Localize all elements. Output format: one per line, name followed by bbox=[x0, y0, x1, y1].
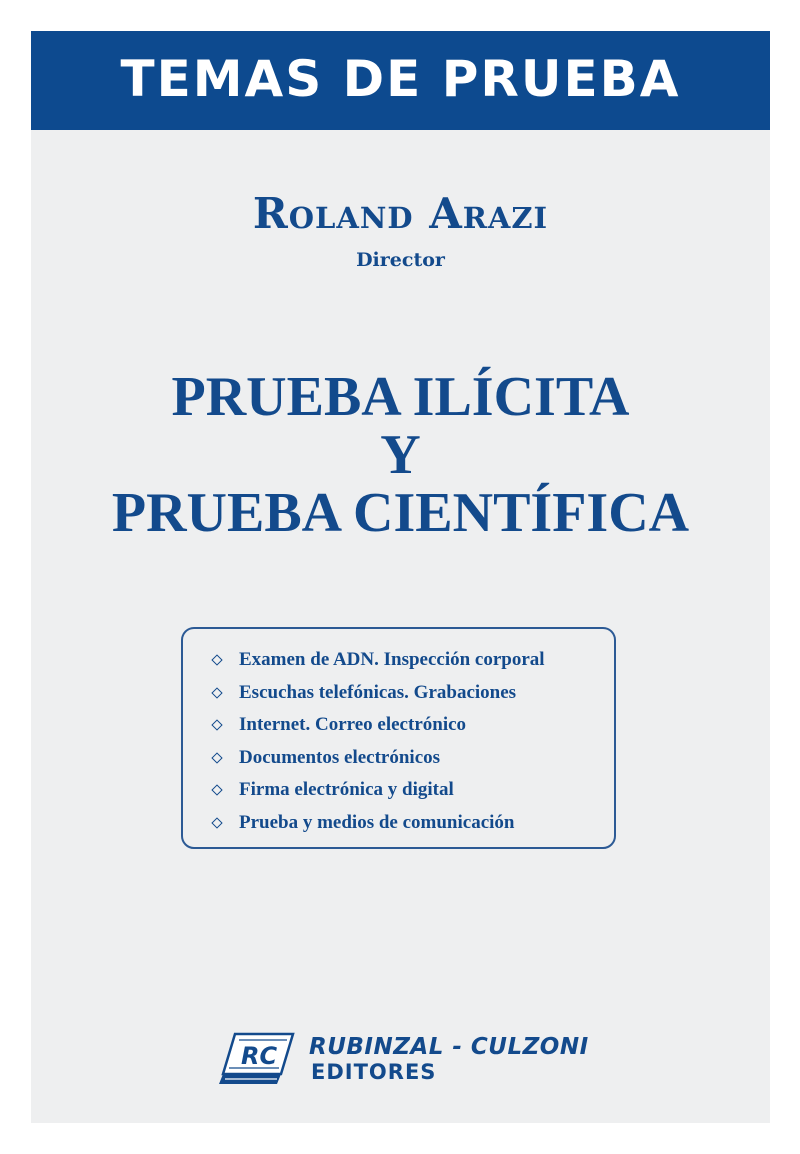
book-title bbox=[31, 366, 770, 544]
topic-item bbox=[213, 677, 614, 710]
diamond-icon bbox=[211, 655, 222, 666]
publisher-name: RUBINZAL - CULZONI bbox=[309, 1034, 589, 1060]
topic-item bbox=[213, 644, 614, 677]
author-role: Director bbox=[356, 249, 445, 271]
topic-item bbox=[213, 709, 614, 742]
topic-label: Firma electrónica y digital bbox=[239, 779, 454, 801]
publisher-subtitle: EDITORES bbox=[311, 1060, 437, 1084]
topic-item bbox=[213, 774, 614, 807]
diamond-icon bbox=[211, 687, 222, 698]
book-cover bbox=[31, 31, 770, 1123]
book-title-line-2: Y bbox=[380, 424, 421, 486]
book-title-line-3: PRUEBA CIENTÍFICA bbox=[111, 482, 690, 544]
topic-label: Internet. Correo electrónico bbox=[239, 714, 467, 736]
book-title-line-1: PRUEBA ILÍCITA bbox=[171, 366, 630, 428]
diamond-icon bbox=[211, 817, 222, 828]
diamond-icon bbox=[211, 720, 222, 731]
series-title: TEMAS DE PRUEBA bbox=[120, 50, 681, 108]
topic-label: Prueba y medios de comunicación bbox=[239, 811, 515, 833]
topic-label: Escuchas telefónicas. Grabaciones bbox=[239, 681, 517, 703]
diamond-icon bbox=[211, 752, 222, 763]
diamond-icon bbox=[211, 785, 222, 796]
svg-text:RC: RC bbox=[241, 1042, 278, 1070]
topic-label: Documentos electrónicos bbox=[239, 746, 441, 768]
author-name: Roland Arazi bbox=[252, 189, 549, 238]
topic-label: Examen de ADN. Inspección corporal bbox=[239, 649, 545, 671]
rc-book-logo-icon bbox=[219, 1030, 295, 1086]
topics-list bbox=[183, 629, 614, 839]
topics-box bbox=[181, 627, 616, 849]
publisher-block bbox=[219, 1026, 599, 1092]
topic-item bbox=[213, 742, 614, 775]
topic-item bbox=[213, 807, 614, 840]
series-banner bbox=[31, 31, 770, 130]
